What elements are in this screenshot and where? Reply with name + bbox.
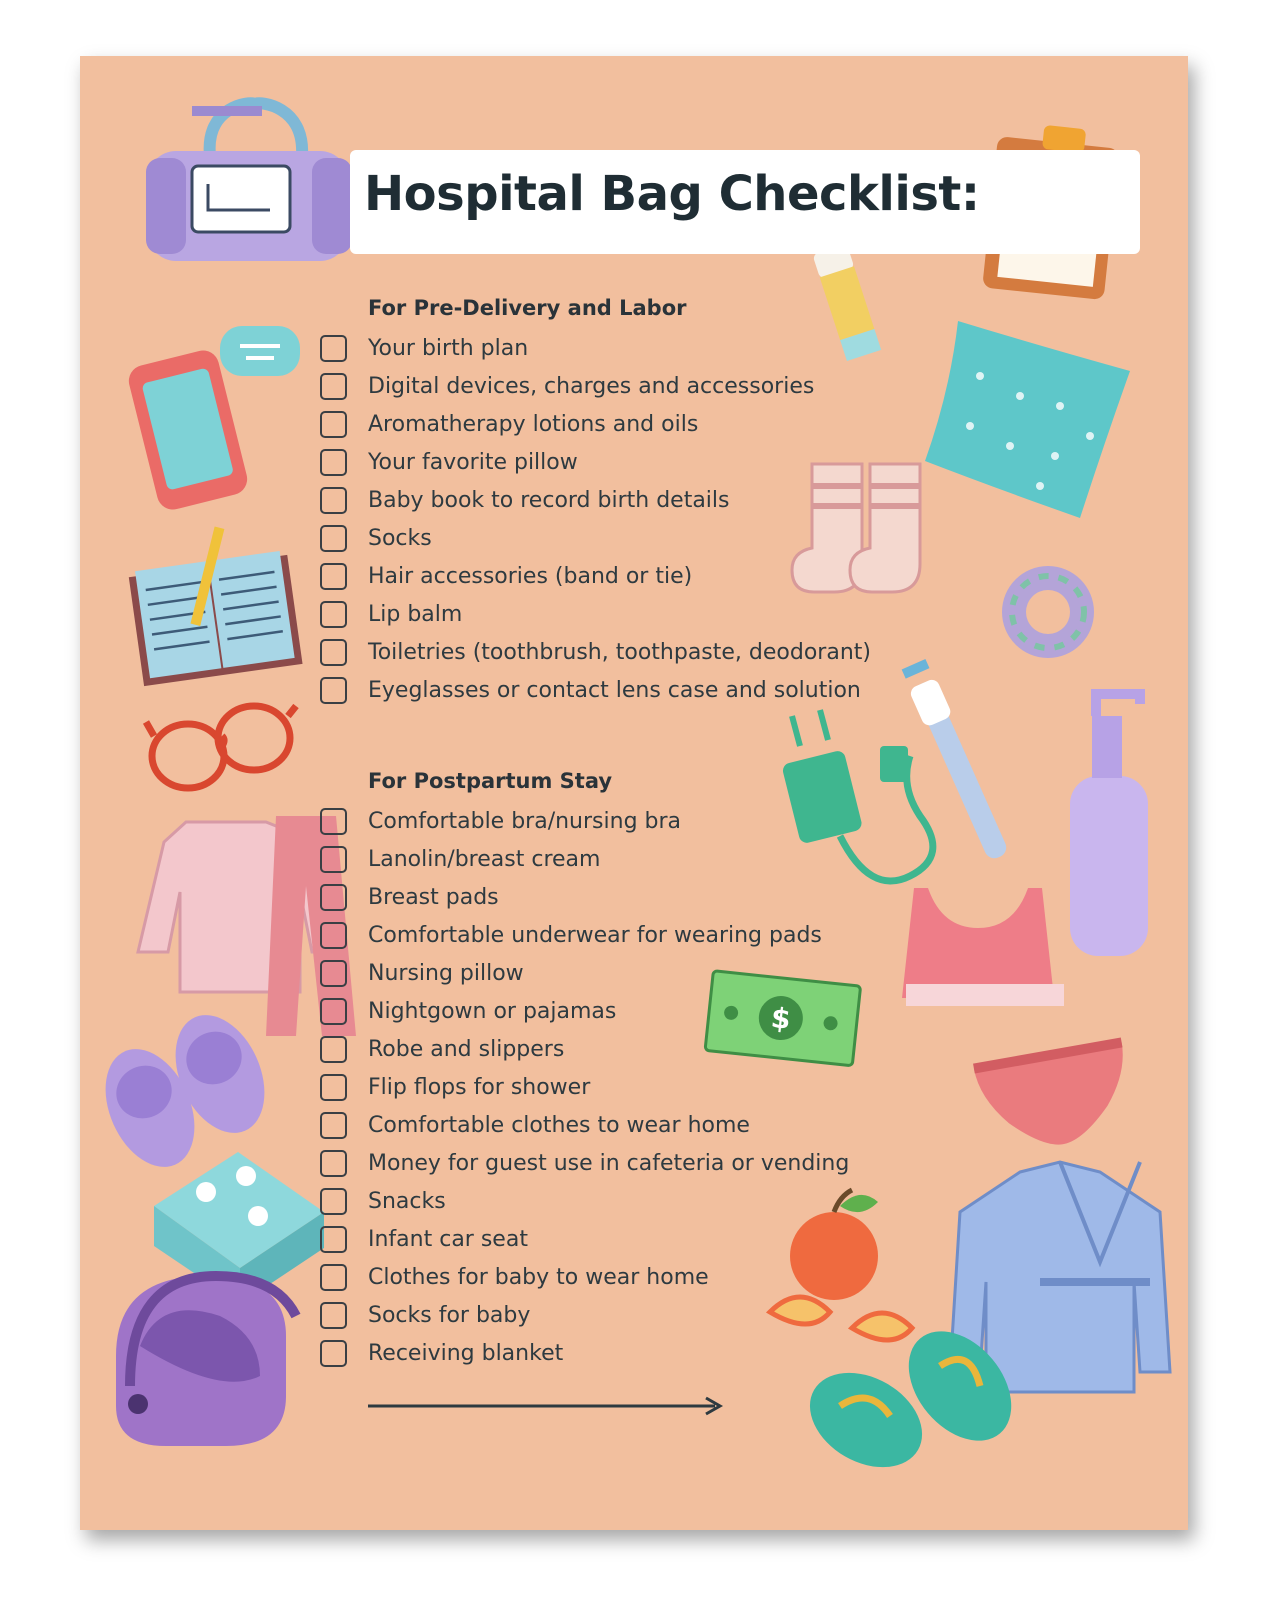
checklist-item[interactable] bbox=[320, 633, 871, 671]
lip-balm-icon bbox=[812, 243, 881, 361]
checkbox[interactable] bbox=[320, 335, 347, 362]
item-label: Receiving blanket bbox=[368, 1340, 564, 1366]
checkbox[interactable] bbox=[320, 1340, 347, 1367]
apple-icon bbox=[770, 1190, 912, 1340]
checkbox[interactable] bbox=[320, 487, 347, 514]
arrow-icon bbox=[368, 1398, 720, 1414]
checkbox[interactable] bbox=[320, 677, 347, 704]
item-label: Infant car seat bbox=[368, 1226, 528, 1252]
checklist-item[interactable] bbox=[320, 840, 600, 878]
item-label: Digital devices, charges and accessories bbox=[368, 373, 815, 399]
checklist-item[interactable] bbox=[320, 443, 578, 481]
section-heading-postpartum: For Postpartum Stay bbox=[368, 769, 613, 793]
item-label: Toiletries (toothbrush, toothpaste, deodorant) bbox=[368, 639, 871, 665]
item-label: Comfortable underwear for wearing pads bbox=[368, 922, 822, 948]
slippers-icon bbox=[88, 1001, 282, 1181]
checklist-item[interactable] bbox=[320, 1106, 750, 1144]
checkbox[interactable] bbox=[320, 639, 347, 666]
checklist-item[interactable] bbox=[320, 1258, 709, 1296]
scrunchie-icon bbox=[1002, 566, 1094, 658]
money-icon bbox=[705, 971, 861, 1066]
checkbox[interactable] bbox=[320, 884, 347, 911]
phone-icon bbox=[125, 326, 300, 513]
item-label: Lip balm bbox=[368, 601, 463, 627]
item-label: Aromatherapy lotions and oils bbox=[368, 411, 699, 437]
checklist-item[interactable] bbox=[320, 671, 861, 709]
checklist-item[interactable] bbox=[320, 405, 698, 443]
glasses-icon bbox=[146, 706, 296, 788]
checklist-item[interactable] bbox=[320, 519, 432, 557]
checklist-item[interactable] bbox=[320, 1220, 528, 1258]
checklist-item[interactable] bbox=[320, 1182, 446, 1220]
item-label: Flip flops for shower bbox=[368, 1074, 591, 1100]
checkbox[interactable] bbox=[320, 960, 347, 987]
checklist-item[interactable] bbox=[320, 916, 822, 954]
checkbox[interactable] bbox=[320, 1036, 347, 1063]
item-label: Clothes for baby to wear home bbox=[368, 1264, 709, 1290]
toothbrush-icon bbox=[902, 663, 1013, 863]
item-label: Lanolin/breast cream bbox=[368, 846, 601, 872]
item-label: Comfortable bra/nursing bra bbox=[368, 808, 682, 834]
item-label: Nursing pillow bbox=[368, 960, 524, 986]
checklist-item[interactable] bbox=[320, 329, 528, 367]
bra-icon bbox=[902, 888, 1064, 1006]
pillow-icon bbox=[925, 321, 1130, 518]
checklist-item[interactable] bbox=[320, 1144, 849, 1182]
checkbox[interactable] bbox=[320, 1264, 347, 1291]
checklist-item[interactable] bbox=[320, 557, 692, 595]
lotion-icon bbox=[1070, 694, 1148, 956]
checkbox[interactable] bbox=[320, 601, 347, 628]
svg-text:$: $ bbox=[769, 1001, 793, 1036]
checkbox[interactable] bbox=[320, 1150, 347, 1177]
item-label: Eyeglasses or contact lens case and solution bbox=[368, 677, 861, 703]
checklist-item[interactable] bbox=[320, 802, 681, 840]
checkbox[interactable] bbox=[320, 1302, 347, 1329]
charger-icon bbox=[781, 710, 933, 881]
item-label: Baby book to record birth details bbox=[368, 487, 730, 513]
checkbox[interactable] bbox=[320, 922, 347, 949]
item-label: Comfortable clothes to wear home bbox=[368, 1112, 750, 1138]
checkbox[interactable] bbox=[320, 998, 347, 1025]
socks-icon bbox=[792, 464, 920, 592]
checklist-item[interactable] bbox=[320, 1296, 530, 1334]
checklist-poster bbox=[80, 56, 1188, 1530]
checklist-item[interactable] bbox=[320, 1334, 563, 1372]
checkbox[interactable] bbox=[320, 373, 347, 400]
item-label: Money for guest use in cafeteria or vending bbox=[368, 1150, 850, 1176]
checkbox[interactable] bbox=[320, 1188, 347, 1215]
checkbox[interactable] bbox=[320, 411, 347, 438]
checklist-item[interactable] bbox=[320, 481, 730, 519]
checkbox[interactable] bbox=[320, 449, 347, 476]
item-label: Your birth plan bbox=[368, 335, 529, 361]
item-label: Nightgown or pajamas bbox=[368, 998, 617, 1024]
page-title: Hospital Bag Checklist: bbox=[364, 166, 980, 222]
car-seat-icon bbox=[116, 1276, 296, 1446]
duffel-bag-icon bbox=[146, 103, 352, 261]
checkbox[interactable] bbox=[320, 808, 347, 835]
item-label: Breast pads bbox=[368, 884, 499, 910]
checklist-item[interactable] bbox=[320, 595, 462, 633]
checklist-item[interactable] bbox=[320, 1068, 590, 1106]
item-label: Hair accessories (band or tie) bbox=[368, 563, 693, 589]
section-heading-pre-delivery: For Pre-Delivery and Labor bbox=[368, 296, 687, 320]
checkbox[interactable] bbox=[320, 563, 347, 590]
checkbox[interactable] bbox=[320, 846, 347, 873]
illustration-layer bbox=[80, 56, 1188, 1530]
item-label: Socks bbox=[368, 525, 432, 551]
checklist-item[interactable] bbox=[320, 954, 524, 992]
checkbox[interactable] bbox=[320, 1074, 347, 1101]
checklist-item[interactable] bbox=[320, 878, 499, 916]
item-label: Your favorite pillow bbox=[368, 449, 578, 475]
checklist-item[interactable] bbox=[320, 992, 616, 1030]
item-label: Robe and slippers bbox=[368, 1036, 565, 1062]
item-label: Socks for baby bbox=[368, 1302, 531, 1328]
underwear-icon bbox=[974, 1042, 1137, 1157]
book-icon bbox=[123, 517, 302, 686]
checklist-item[interactable] bbox=[320, 367, 814, 405]
checklist-item[interactable] bbox=[320, 1030, 564, 1068]
item-label: Snacks bbox=[368, 1188, 446, 1214]
checkbox[interactable] bbox=[320, 525, 347, 552]
checkbox[interactable] bbox=[320, 1226, 347, 1253]
checkbox[interactable] bbox=[320, 1112, 347, 1139]
